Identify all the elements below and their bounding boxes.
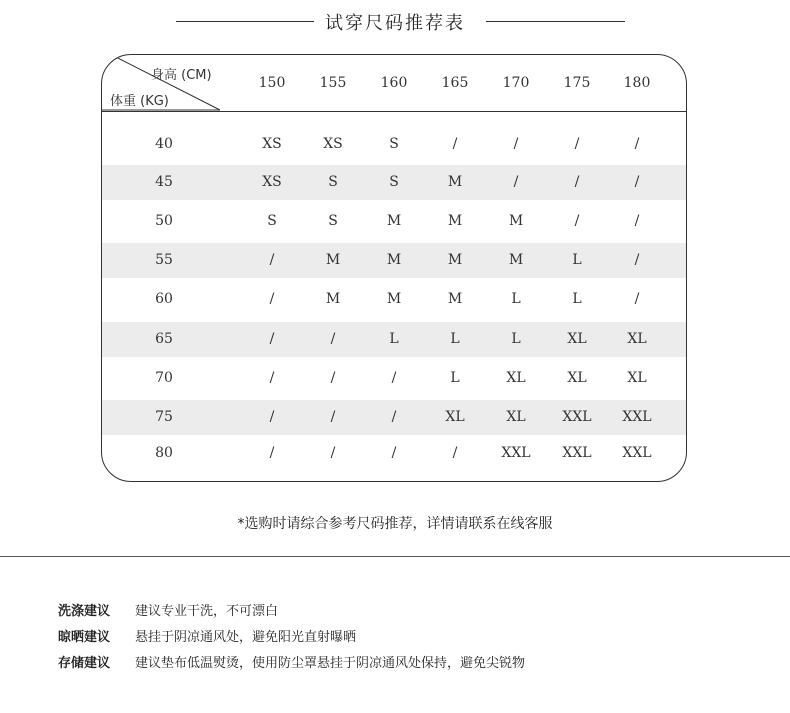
size-cell: M [447, 174, 463, 190]
size-cell: XS [262, 174, 282, 190]
weight-axis-label: 体重 (KG) [110, 94, 169, 109]
size-cell: XL [445, 409, 465, 425]
size-cell: M [508, 213, 524, 229]
table-row [102, 436, 686, 471]
weight-cell: 50 [155, 213, 173, 229]
size-cell: L [572, 291, 582, 307]
size-cell: XL [627, 331, 647, 347]
table-row [102, 204, 686, 239]
weight-cell: 80 [155, 445, 173, 461]
size-cell: XL [567, 331, 587, 347]
care-store [58, 652, 525, 671]
care-label: 晾晒建议 [58, 630, 111, 645]
table-row [102, 165, 686, 200]
height-header-cell: 150 [258, 75, 286, 91]
care-text: 建议垫布低温熨烫，使用防尘罩悬挂于阴凉通风处保持，避免尖锐物 [135, 656, 526, 671]
size-cell: XL [506, 409, 526, 425]
height-header-cell: 155 [319, 75, 347, 91]
care-label: 存储建议 [58, 656, 111, 671]
size-cell: L [511, 291, 521, 307]
size-cell: / [574, 213, 580, 229]
size-cell: XS [323, 136, 343, 152]
weight-cell: 40 [155, 136, 173, 152]
size-chart-table [101, 54, 687, 482]
size-cell: / [391, 370, 397, 386]
size-cell: / [391, 409, 397, 425]
size-cell: / [452, 136, 458, 152]
size-cell: S [328, 213, 338, 229]
size-cell: / [574, 174, 580, 190]
care-text: 建议专业干洗，不可漂白 [135, 604, 279, 619]
size-cell: / [391, 445, 397, 461]
size-cell: / [330, 409, 336, 425]
size-cell: M [447, 291, 463, 307]
weight-cell: 55 [155, 252, 173, 268]
height-axis-label: 身高 (CM) [151, 68, 212, 83]
weight-cell: 65 [155, 331, 173, 347]
size-note: *选购时请综合参考尺码推荐，详情请联系在线客服 [237, 516, 553, 532]
page-title: 试穿尺码推荐表 [325, 13, 465, 34]
section-divider [0, 556, 790, 557]
size-cell: L [450, 331, 460, 347]
size-cell: L [572, 252, 582, 268]
table-row [102, 400, 686, 435]
weight-cell: 75 [155, 409, 173, 425]
size-cell: / [330, 445, 336, 461]
height-header-cell: 175 [563, 75, 591, 91]
size-cell: L [511, 331, 521, 347]
care-text: 悬挂于阴凉通风处，避免阳光直射曝晒 [135, 630, 357, 645]
size-cell: M [386, 252, 402, 268]
size-cell: / [634, 252, 640, 268]
size-cell: M [447, 213, 463, 229]
care-wash [58, 600, 278, 619]
table-header-row [102, 55, 686, 112]
height-header-cell: 170 [502, 75, 530, 91]
table-row [102, 361, 686, 396]
size-cell: / [574, 136, 580, 152]
size-cell: / [269, 252, 275, 268]
size-cell: XXL [562, 445, 592, 461]
height-header-cell: 160 [380, 75, 408, 91]
size-cell: S [328, 174, 338, 190]
size-cell: L [389, 331, 399, 347]
size-cell: M [386, 213, 402, 229]
size-cell: / [634, 136, 640, 152]
size-cell: M [325, 252, 341, 268]
size-cell: S [389, 174, 399, 190]
size-cell: XS [262, 136, 282, 152]
size-cell: / [269, 331, 275, 347]
size-cell: / [513, 174, 519, 190]
size-cell: XXL [622, 409, 652, 425]
height-header-cell: 165 [441, 75, 469, 91]
weight-cell: 70 [155, 370, 173, 386]
weight-cell: 60 [155, 291, 173, 307]
size-cell: / [634, 213, 640, 229]
size-cell: / [452, 445, 458, 461]
size-cell: L [450, 370, 460, 386]
size-cell: / [269, 445, 275, 461]
size-cell: / [513, 136, 519, 152]
table-row [102, 127, 686, 162]
care-label: 洗涤建议 [58, 604, 111, 619]
table-row [102, 322, 686, 357]
size-cell: / [269, 291, 275, 307]
size-cell: XL [627, 370, 647, 386]
size-cell: / [330, 331, 336, 347]
size-cell: XXL [562, 409, 592, 425]
size-cell: XXL [622, 445, 652, 461]
care-dry [58, 626, 356, 645]
size-cell: M [447, 252, 463, 268]
size-cell: S [267, 213, 277, 229]
table-row [102, 282, 686, 317]
size-cell: / [330, 370, 336, 386]
size-cell: / [269, 370, 275, 386]
size-cell: S [389, 136, 399, 152]
size-cell: M [325, 291, 341, 307]
size-cell: XL [567, 370, 587, 386]
table-row [102, 243, 686, 278]
size-cell: M [386, 291, 402, 307]
size-cell: XXL [501, 445, 531, 461]
weight-cell: 45 [155, 174, 173, 190]
size-cell: / [634, 174, 640, 190]
size-cell: M [508, 252, 524, 268]
title-rule-right [486, 21, 625, 22]
size-cell: / [269, 409, 275, 425]
size-cell: XL [506, 370, 526, 386]
size-cell: / [634, 291, 640, 307]
height-header-cell: 180 [623, 75, 651, 91]
